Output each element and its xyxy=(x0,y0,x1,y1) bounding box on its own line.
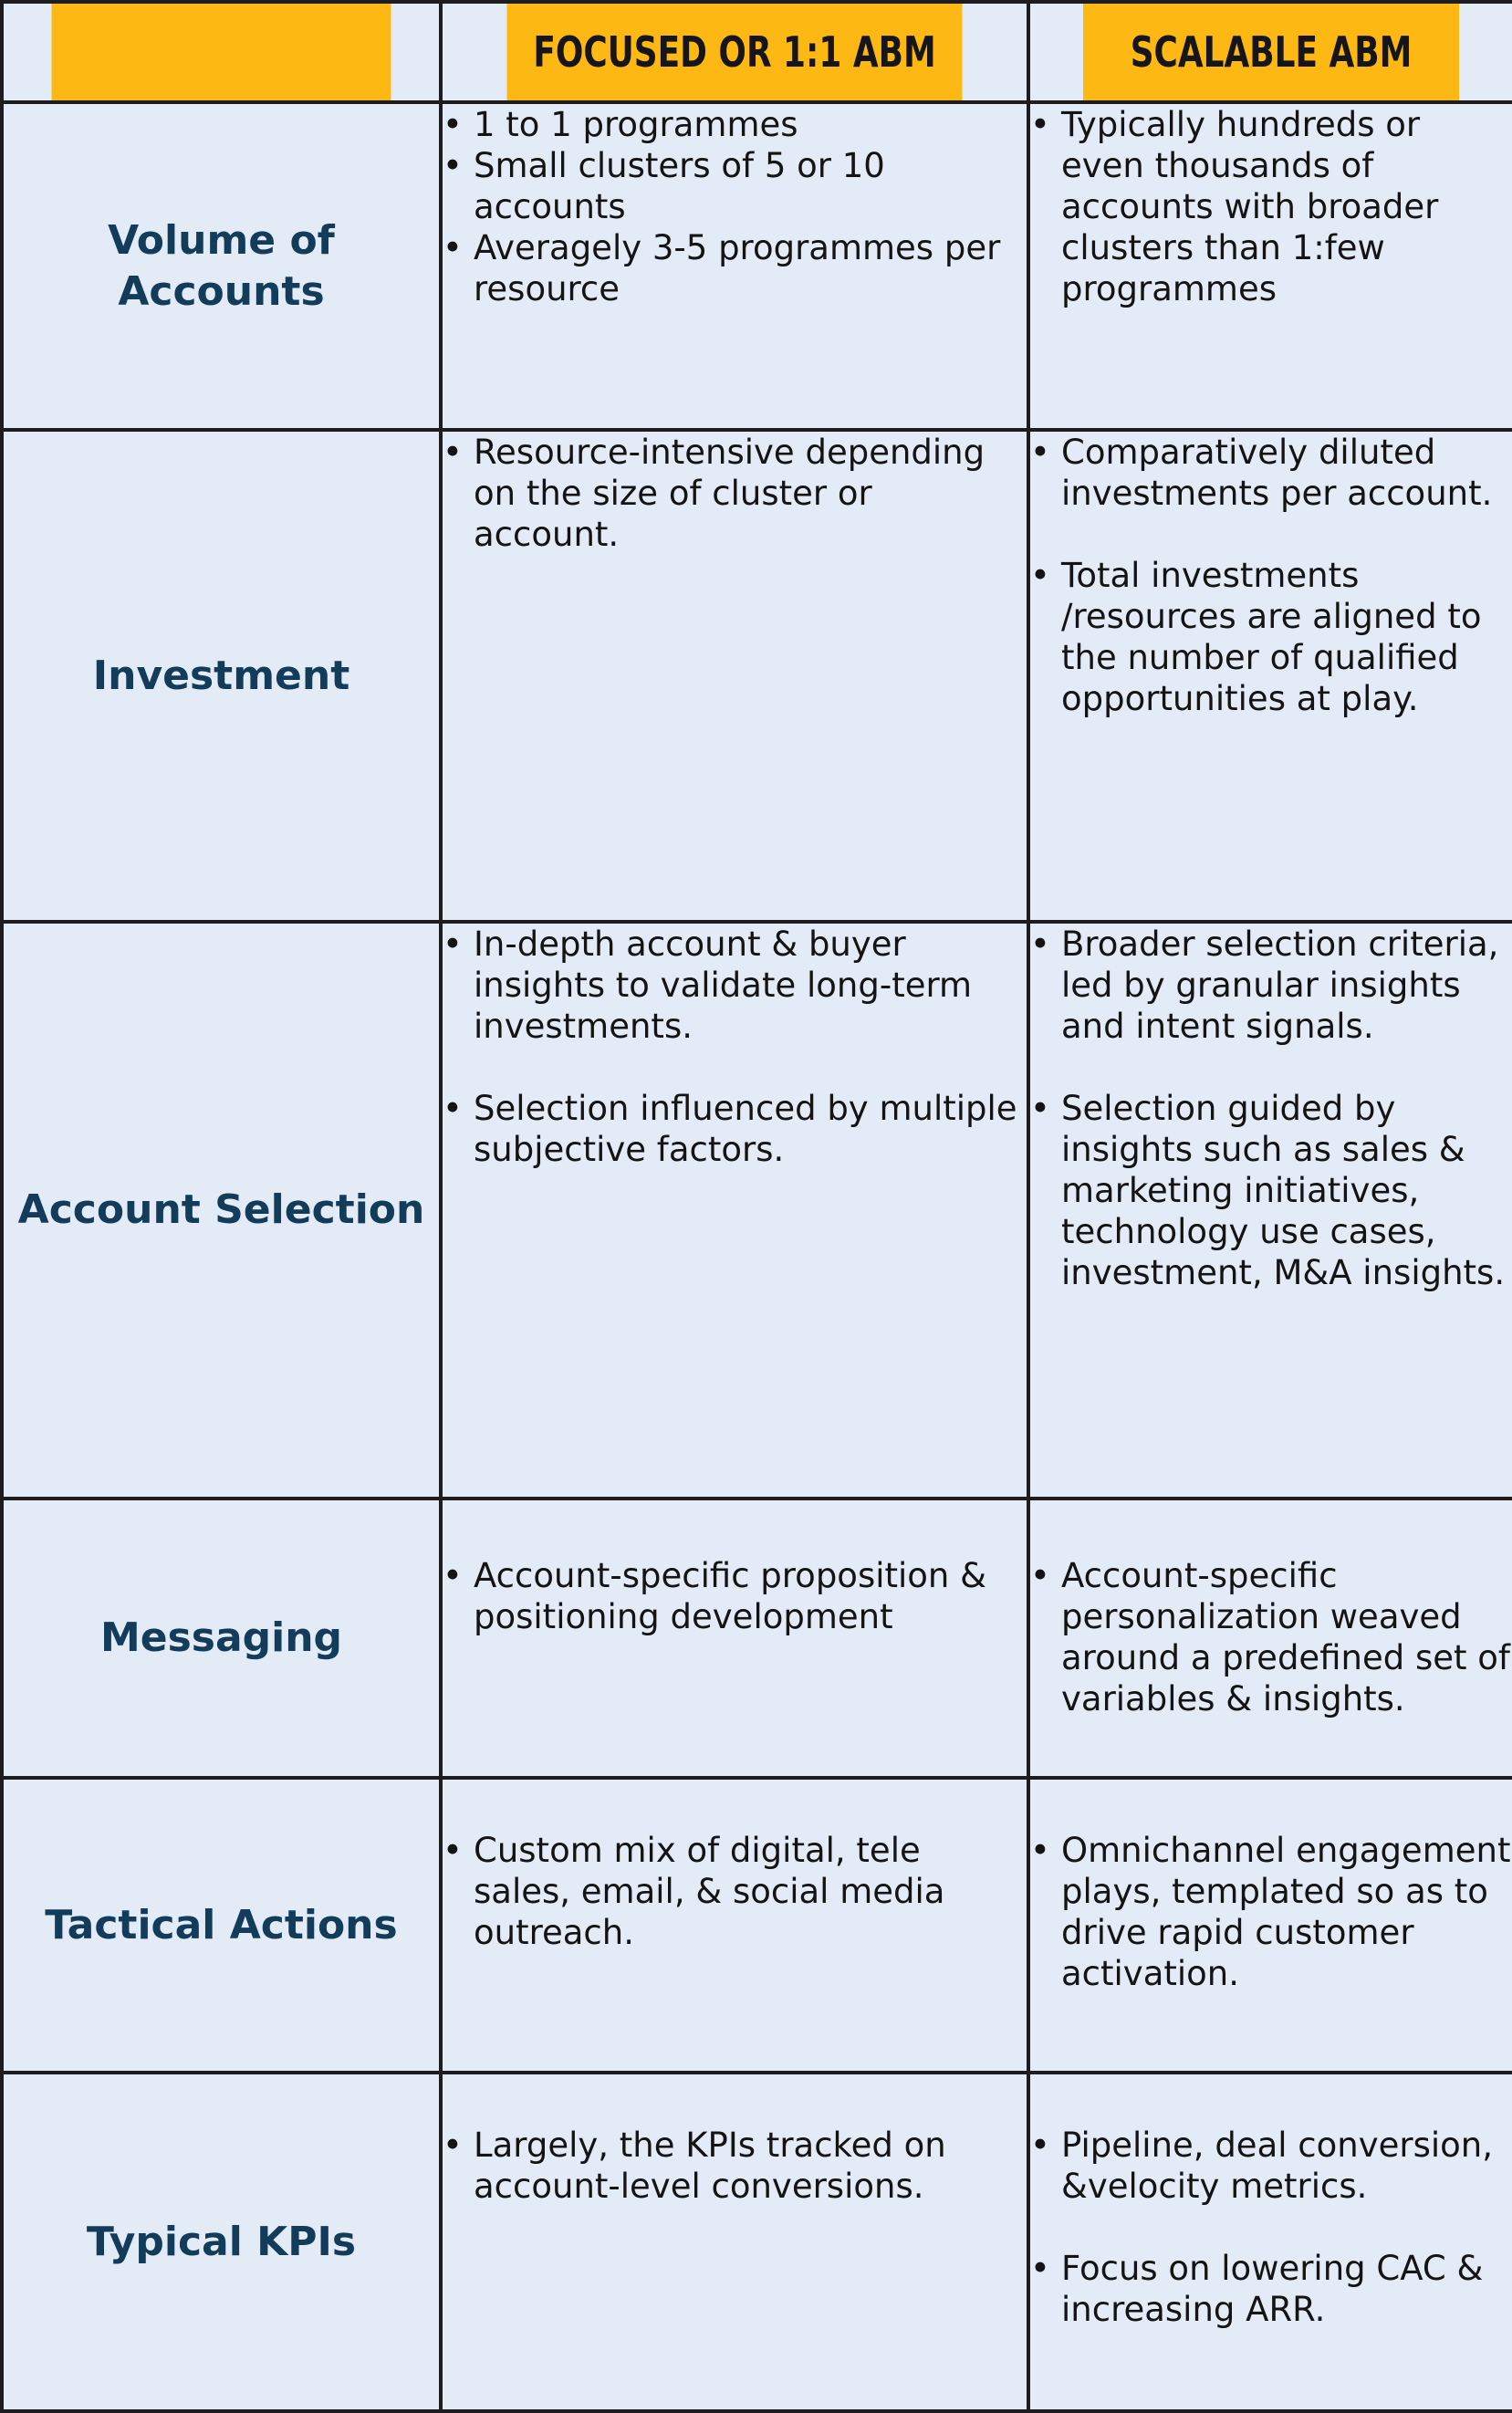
list-item: • Total investments /resources are aligned to the number of qualified opportunities at play. xyxy=(1030,555,1512,719)
scalable-cell xyxy=(1028,1499,1512,1779)
row-label: Typical KPIs xyxy=(2,2073,441,2411)
list-item: • Pipeline, deal conversion, &velocity metrics. xyxy=(1030,2125,1512,2207)
list-item: • Resource-intensive depending on the size of cluster or account. xyxy=(443,432,1027,555)
list-item: • Broader selection criteria, led by granular insights and intent signals. xyxy=(1030,924,1512,1047)
header-row xyxy=(2,2,1512,102)
table-row xyxy=(2,2073,1512,2411)
row-label: Tactical Actions xyxy=(2,1778,441,2073)
table-row xyxy=(2,1778,1512,2073)
table-row xyxy=(2,102,1512,430)
row-label: Account Selection xyxy=(2,922,441,1498)
scalable-cell xyxy=(1028,2073,1512,2411)
list-item: • Selection influenced by multiple subjective factors. xyxy=(443,1088,1027,1170)
focused-cell xyxy=(441,102,1028,430)
header-scalable-abm: SCALABLE ABM xyxy=(1082,2,1461,102)
scalable-cell xyxy=(1028,1778,1512,2073)
list-item: • Largely, the KPIs tracked on account-level conversions. xyxy=(443,2125,1027,2207)
table-row xyxy=(2,430,1512,922)
list-item: • Selection guided by insights such as sales & marketing initiatives, technology use cases, investment, M&A insights. xyxy=(1030,1088,1512,1293)
list-item: • Small clusters of 5 or 10 accounts xyxy=(443,145,1027,227)
table-row xyxy=(2,922,1512,1498)
row-label: Volume of Accounts xyxy=(2,102,441,430)
list-item: • Account-specific personalization weaved around a predefined set of variables & insights. xyxy=(1030,1555,1512,1719)
scalable-cell xyxy=(1028,922,1512,1498)
row-label: Messaging xyxy=(2,1499,441,1779)
list-item: • Comparatively diluted investments per account. xyxy=(1030,432,1512,514)
header-blank-cell xyxy=(50,2,392,102)
focused-cell xyxy=(441,1778,1028,2073)
list-item: • Focus on lowering CAC & increasing ARR. xyxy=(1030,2248,1512,2330)
list-item: • Averagely 3-5 programmes per resource xyxy=(443,227,1027,309)
list-item: • 1 to 1 programmes xyxy=(443,104,1027,145)
scalable-cell xyxy=(1028,102,1512,430)
table-row xyxy=(2,1499,1512,1779)
row-label: Investment xyxy=(2,430,441,922)
list-item: • In-depth account & buyer insights to validate long-term investments. xyxy=(443,924,1027,1047)
list-item: • Omnichannel engagement plays, templated so as to drive rapid customer activation. xyxy=(1030,1830,1512,1994)
list-item: • Custom mix of digital, tele sales, email, & social media outreach. xyxy=(443,1830,1027,1953)
focused-cell xyxy=(441,2073,1028,2411)
scalable-cell xyxy=(1028,430,1512,922)
list-item: • Account-specific proposition & positioning development xyxy=(443,1555,1027,1637)
focused-cell xyxy=(441,430,1028,922)
focused-cell xyxy=(441,922,1028,1498)
list-item: • Typically hundreds or even thousands of accounts with broader clusters than 1:few programmes xyxy=(1030,104,1512,309)
focused-cell xyxy=(441,1499,1028,1779)
header-focused-abm: FOCUSED OR 1:1 ABM xyxy=(506,2,964,102)
